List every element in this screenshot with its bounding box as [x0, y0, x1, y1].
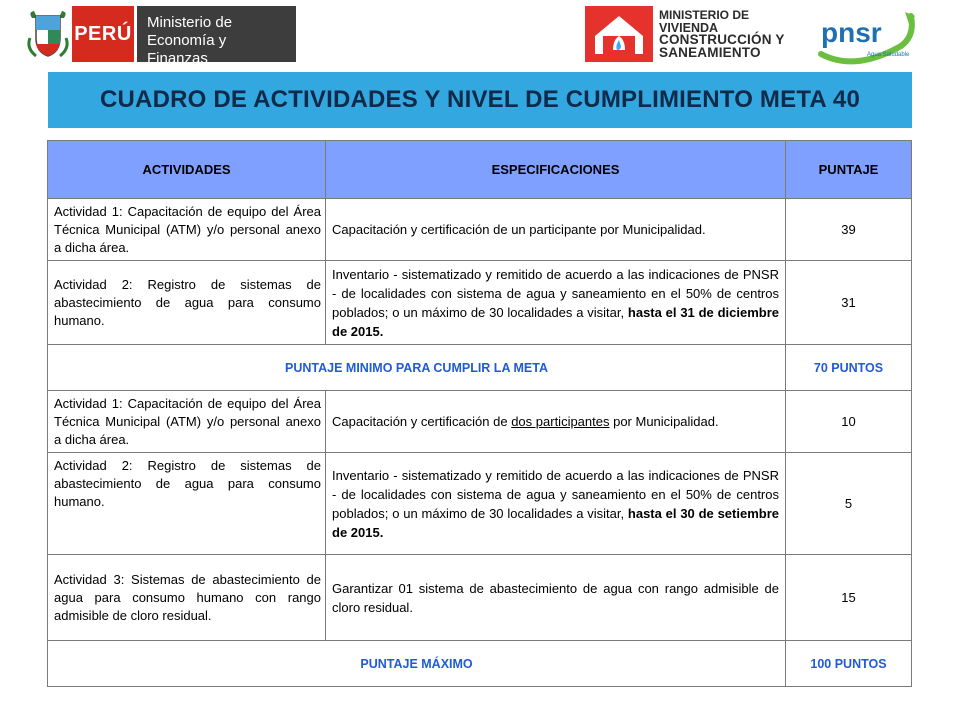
ministry-name	[134, 6, 296, 67]
max-total-row	[48, 641, 912, 687]
especificacion-cell: Garantizar 01 sistema de abastecimiento de agua con rango admisible de cloro residual.	[326, 555, 786, 641]
table-row	[48, 453, 912, 555]
especificacion-text: Capacitación y certificación de	[332, 414, 512, 429]
house-icon	[585, 6, 653, 62]
puntaje-cell: 31	[786, 261, 912, 345]
peru-label: PERÚ	[72, 6, 134, 62]
pnsr-swoosh-icon	[815, 6, 919, 68]
especificacion-cell	[326, 261, 786, 345]
min-total-label: PUNTAJE MINIMO PARA CUMPLIR LA META	[48, 345, 786, 391]
peru-mef-logo	[24, 6, 296, 67]
actividad-cell: Actividad 1: Capacitación de equipo del Área Técnica Municipal (ATM) y/o personal anexo a dicha área.	[48, 391, 326, 453]
vivienda-line-2: VIVIENDA	[659, 20, 719, 35]
ministry-line-2: Economía y Finanzas	[147, 32, 227, 67]
underlined-text: dos participantes	[511, 414, 610, 429]
puntaje-cell: 15	[786, 555, 912, 641]
max-total-value: 100 PUNTOS	[786, 641, 912, 687]
especificacion-text: Inventario - sistematizado y remitido de acuerdo a las indicaciones de PNSR - de localidades con sistema de agua y saneamiento en el 50% de centros poblados; o un máximo de 30 localidades a visitar,	[332, 266, 779, 320]
col-header-actividades: ACTIVIDADES	[48, 141, 326, 199]
vivienda-text	[653, 9, 785, 59]
pnsr-label: pnsr	[821, 17, 882, 48]
table-row	[48, 555, 912, 641]
pnsr-tagline: Agua Saludable	[867, 52, 910, 58]
table-row	[48, 391, 912, 453]
col-header-puntaje: PUNTAJE	[786, 141, 912, 199]
max-total-label: PUNTAJE MÁXIMO	[48, 641, 786, 687]
min-total-value: 70 PUNTOS	[786, 345, 912, 391]
actividad-cell: Actividad 1: Capacitación de equipo del Área Técnica Municipal (ATM) y/o personal anexo a dicha área.	[48, 199, 326, 261]
especificacion-text: Inventario - sistematizado y remitido de acuerdo a las indicaciones de PNSR - de localidades con sistema de agua y saneamiento en el 50% de centros poblados; o un máximo de 30 localidades a visitar,	[332, 467, 779, 521]
vivienda-logo	[585, 6, 807, 62]
page-title: CUADRO DE ACTIVIDADES Y NIVEL DE CUMPLIMIENTO META 40	[99, 86, 861, 113]
actividad-cell: Actividad 2: Registro de sistemas de abastecimiento de agua para consumo humano.	[48, 261, 326, 345]
col-header-especificaciones: ESPECIFICACIONES	[326, 141, 786, 199]
puntaje-cell: 39	[786, 199, 912, 261]
ministry-line-1: Ministerio de	[147, 14, 233, 31]
puntaje-cell: 5	[786, 453, 912, 555]
pnsr-logo	[815, 6, 919, 68]
activities-table	[47, 140, 912, 687]
puntaje-cell: 10	[786, 391, 912, 453]
vivienda-line-4: SANEAMIENTO	[659, 44, 761, 60]
especificacion-cell: Capacitación y certificación de un participante por Municipalidad.	[326, 199, 786, 261]
vivienda-line-3: CONSTRUCCIÓN Y	[659, 32, 785, 47]
especificacion-text-end: por Municipalidad.	[609, 414, 719, 429]
deadline-text: hasta el 30 de setiembre de 2015.	[332, 505, 779, 540]
deadline-text: hasta el 31 de diciembre de 2015.	[332, 304, 779, 339]
min-total-row	[48, 345, 912, 391]
table-row	[48, 199, 912, 261]
coat-of-arms-icon	[24, 6, 72, 62]
title-bar	[48, 72, 912, 128]
actividad-cell: Actividad 3: Sistemas de abastecimiento de agua para consumo humano con rango admisible de cloro residual.	[48, 555, 326, 641]
vivienda-line-1: MINISTERIO DE	[659, 8, 750, 22]
especificacion-cell	[326, 453, 786, 555]
especificacion-cell	[326, 391, 786, 453]
table-header-row	[48, 141, 912, 199]
table-row	[48, 261, 912, 345]
actividad-cell: Actividad 2: Registro de sistemas de abastecimiento de agua para consumo humano.	[48, 453, 326, 555]
